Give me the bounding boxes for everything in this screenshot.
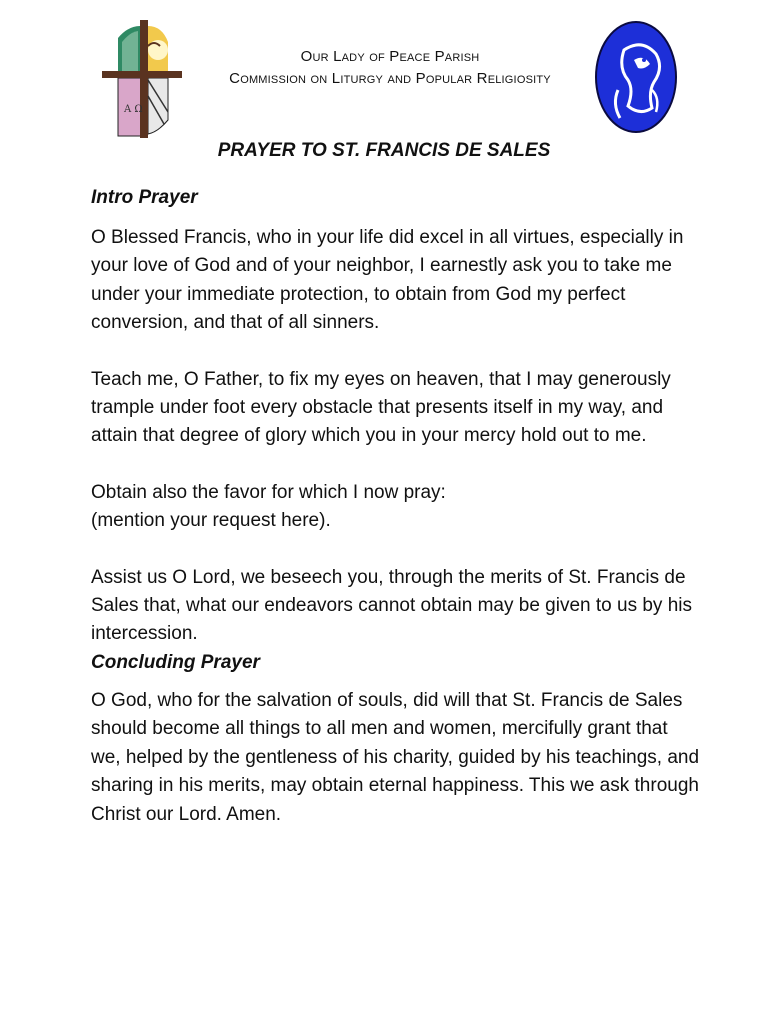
svg-text:A Ω: A Ω (124, 104, 143, 115)
intro-heading: Intro Prayer (91, 187, 198, 208)
assist-paragraph: Assist us O Lord, we beseech you, through the merits of St. Francis de Sales that, what our endeavors cannot obtain may be given to us by his intercession. (91, 566, 692, 645)
favor-line: Obtain also the favor for which I now pray: (91, 481, 446, 503)
dove-medallion-icon (594, 20, 678, 134)
intro-paragraph-2: Teach me, O Father, to fix my eyes on heaven, that I may generously trample under foot every obstacle that presents itself in my way, and attain that degree of glory which you in your mercy hold out to me. (91, 368, 671, 447)
parish-header (190, 46, 590, 90)
prayer-content (91, 184, 701, 829)
parish-cross-logo-icon (98, 16, 188, 140)
intro-paragraph-1: O Blessed Francis, who in your life did excel in all virtues, especially in your love of God and of your neighbor, I earnestly ask you to take me under your immediate protection, to obtain from God my perfect conversion, and that of all sinners. (91, 227, 684, 334)
request-line: (mention your request here). (91, 510, 331, 532)
page-title: PRAYER TO ST. FRANCIS DE SALES (217, 140, 551, 161)
concluding-paragraph: O God, who for the salvation of souls, did will that St. Francis de Sales should become all things to all men and women, mercifully grant that we, helped by the gentleness of his charity, guided by his teachings, and sharing in his merits, may obtain eternal happiness. This we ask through Christ our Lord. Amen. (91, 689, 700, 825)
concluding-heading: Concluding Prayer (91, 651, 260, 673)
commission-name: Commission on Liturgy and Popular Religiosity (229, 70, 551, 87)
parish-name: Our Lady of Peace Parish (300, 48, 480, 65)
